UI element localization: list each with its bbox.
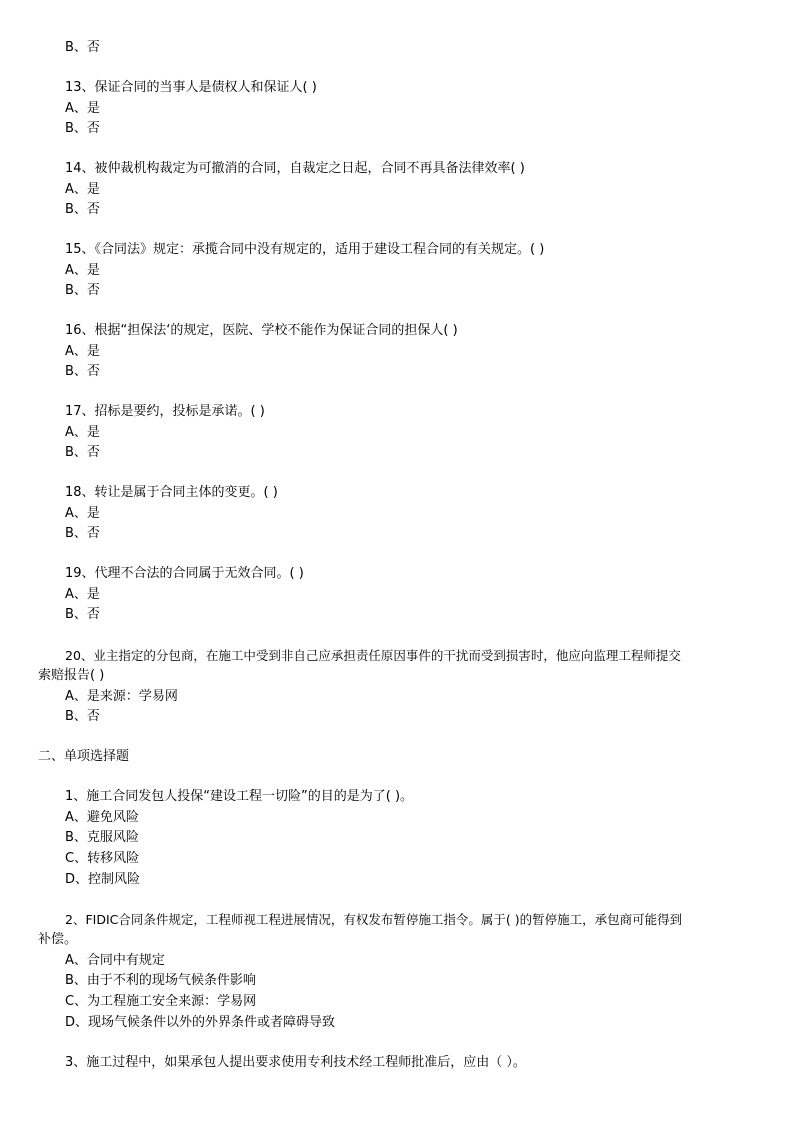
- option-c: C、转移风险: [65, 851, 140, 866]
- option-a: A、是: [65, 101, 100, 116]
- single-choice-3: 3、施工过程中，如果承包人提出要求使用专利技术经工程师批准后，应由（ ）。: [65, 1055, 526, 1070]
- option-b: B、否: [65, 445, 100, 460]
- option-a: A、是: [65, 587, 100, 602]
- option-a: A、合同中有规定: [65, 953, 165, 968]
- option-b: B、克服风险: [65, 830, 139, 845]
- option-a: A、是: [65, 263, 100, 278]
- option-a: A、是: [65, 344, 100, 359]
- question-20: 20、业主指定的分包商，在施工中受到非自己应承担责任原因事件的干扰而受到损害时，他应向监理工程师提交: [65, 648, 681, 663]
- option-d: D、现场气候条件以外的外界条件或者障碍导致: [65, 1015, 336, 1030]
- option-b: B、否: [65, 526, 100, 541]
- single-choice-2-continued: 补偿。: [38, 932, 78, 947]
- question-16: 16、根据“担保法‘的规定，医院、学校不能作为保证合同的担保人( ): [65, 323, 458, 338]
- question-15: 15、《合同法》规定：承揽合同中没有规定的，适用于建设工程合同的有关规定。( ): [65, 242, 545, 257]
- option-a: A、避免风险: [65, 810, 139, 825]
- option-a: A、是来源：学易网: [65, 689, 178, 704]
- question-18: 18、转让是属于合同主体的变更。( ): [65, 485, 278, 500]
- section-heading: 二、单项选择题: [38, 749, 130, 764]
- option-b: B、否: [65, 709, 100, 724]
- option-b: B、否: [65, 607, 100, 622]
- option-c: C、为工程施工安全来源：学易网: [65, 994, 257, 1009]
- single-choice-1: 1、施工合同发包人投保“建设工程一切险”的目的是为了( )。: [65, 789, 414, 804]
- option-d: D、控制风险: [65, 872, 141, 887]
- question-14: 14、被仲裁机构裁定为可撤消的合同，自裁定之日起，合同不再具备法律效率( ): [65, 161, 525, 176]
- option-a: A、是: [65, 425, 100, 440]
- option-b: B、否: [65, 364, 100, 379]
- option-a: A、是: [65, 182, 100, 197]
- option-b: B、否: [65, 40, 100, 55]
- option-a: A、是: [65, 506, 100, 521]
- option-b: B、否: [65, 202, 100, 217]
- option-b: B、否: [65, 121, 100, 136]
- question-20-continued: 索赔报告( ): [38, 668, 105, 683]
- single-choice-2: 2、FIDIC合同条件规定，工程师视工程进展情况，有权发布暂停施工指令。属于( )的暂停施工，承包商可能得到: [65, 912, 683, 927]
- question-17: 17、招标是要约，投标是承诺。( ): [65, 404, 265, 419]
- option-b: B、由于不利的现场气候条件影响: [65, 973, 256, 988]
- option-b: B、否: [65, 283, 100, 298]
- question-13: 13、保证合同的当事人是债权人和保证人( ): [65, 80, 317, 95]
- question-19: 19、代理不合法的合同属于无效合同。( ): [65, 566, 304, 581]
